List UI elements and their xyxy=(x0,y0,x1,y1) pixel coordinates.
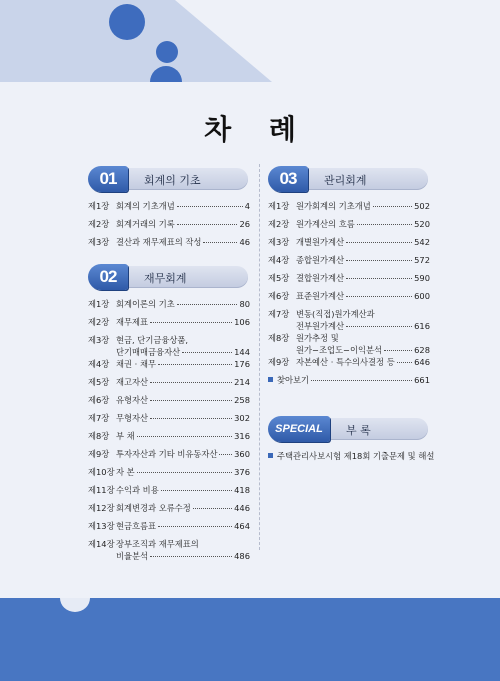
toc-entry[interactable] xyxy=(88,520,250,538)
toc-chapter-number: 제3장 xyxy=(88,335,110,345)
toc-index-entry[interactable] xyxy=(268,374,430,392)
toc-entry-page: 4 xyxy=(244,201,250,211)
toc-entry-page: 376 xyxy=(234,467,250,477)
section-header-01 xyxy=(88,164,250,194)
toc-entry-page: 214 xyxy=(234,377,250,387)
toc-entry[interactable] xyxy=(88,430,250,448)
section-header-03 xyxy=(268,164,430,194)
toc-entry-page: 176 xyxy=(234,359,250,369)
page-title: 차 례 xyxy=(204,113,310,146)
toc-entry[interactable] xyxy=(268,356,430,374)
toc-entry-page: 360 xyxy=(234,449,250,459)
toc-entry[interactable] xyxy=(88,334,250,358)
section-name: 부 록 xyxy=(346,424,371,437)
leader-dots xyxy=(384,350,412,351)
toc-chapter-number: 제6장 xyxy=(88,395,110,405)
toc-entry[interactable] xyxy=(88,236,250,254)
toc-entry[interactable] xyxy=(88,218,250,236)
section-name: 재무회계 xyxy=(144,272,187,285)
toc-chapter-number: 제1장 xyxy=(268,201,290,211)
square-bullet-icon xyxy=(268,453,273,458)
section-badge: 03 xyxy=(268,166,308,192)
toc-entry-page: 464 xyxy=(234,521,250,531)
section-header-02 xyxy=(88,262,250,292)
toc-entry[interactable] xyxy=(88,394,250,412)
leader-dots xyxy=(219,454,232,455)
toc-entry-title: 무형자산 xyxy=(116,413,149,423)
toc-entry[interactable] xyxy=(88,502,250,520)
toc-entry-title: 장부조직과 재무제표의 xyxy=(116,539,199,549)
section-header-special xyxy=(268,414,430,444)
section-name: 관리회계 xyxy=(324,174,367,187)
toc-special-entry[interactable] xyxy=(268,450,435,468)
toc-right-column xyxy=(268,164,435,468)
toc-entry-title: 결산과 재무제표의 작성 xyxy=(116,237,202,247)
leader-dots xyxy=(150,556,232,557)
toc-chapter-number: 제11장 xyxy=(88,485,115,495)
square-bullet-icon xyxy=(268,377,273,382)
toc-entry[interactable] xyxy=(268,254,430,272)
toc-entry-page: 418 xyxy=(234,485,250,495)
toc-entry-page: 302 xyxy=(234,413,250,423)
toc-entry-title-continued: 원가−조업도−이익분석 xyxy=(296,345,383,355)
toc-entry-title: 회계이론의 기초 xyxy=(116,299,175,309)
toc-entry[interactable] xyxy=(268,272,430,290)
toc-entry-page: 486 xyxy=(234,551,250,561)
toc-entry[interactable] xyxy=(88,358,250,376)
toc-entry-title-continued: 단기매매금융자산 xyxy=(116,347,181,357)
leader-dots xyxy=(177,206,243,207)
toc-left-column xyxy=(88,164,250,562)
top-circle-large xyxy=(109,4,145,40)
leader-dots xyxy=(346,260,412,261)
leader-dots xyxy=(150,418,232,419)
toc-entry-title: 회계거래의 기록 xyxy=(116,219,175,229)
toc-entry-title: 종합원가계산 xyxy=(296,255,345,265)
toc-chapter-number: 제4장 xyxy=(268,255,290,265)
leader-dots xyxy=(158,526,232,527)
leader-dots xyxy=(357,224,412,225)
top-decoration xyxy=(0,0,500,90)
leader-dots xyxy=(150,322,232,323)
toc-entry-title: 표준원가계산 xyxy=(296,291,345,301)
toc-entry-page: 628 xyxy=(414,345,430,355)
toc-entry[interactable] xyxy=(88,448,250,466)
toc-entry-page: 26 xyxy=(239,219,250,229)
toc-entry[interactable] xyxy=(268,290,430,308)
toc-entry-title: 회계의 기초개념 xyxy=(116,201,175,211)
leader-dots xyxy=(158,364,232,365)
toc-entry-page: 661 xyxy=(414,375,430,385)
leader-dots xyxy=(150,400,232,401)
toc-chapter-number: 제5장 xyxy=(268,273,290,283)
toc-entry-page: 542 xyxy=(414,237,430,247)
toc-list-section-02 xyxy=(88,298,250,562)
leader-dots xyxy=(177,304,238,305)
leader-dots xyxy=(346,278,412,279)
toc-entry-page: 316 xyxy=(234,431,250,441)
leader-dots xyxy=(346,296,412,297)
column-divider xyxy=(259,164,260,550)
section-badge: SPECIAL xyxy=(268,416,330,442)
toc-entry-page: 502 xyxy=(414,201,430,211)
toc-entry-title: 유형자산 xyxy=(116,395,149,405)
toc-entry-page: 144 xyxy=(234,347,250,357)
toc-chapter-number: 제2장 xyxy=(88,317,110,327)
toc-entry[interactable] xyxy=(268,200,430,218)
toc-entry-page: 616 xyxy=(414,321,430,331)
toc-entry-title: 원가계산의 흐름 xyxy=(296,219,355,229)
toc-entry-title: 원가회계의 기초개념 xyxy=(296,201,371,211)
toc-chapter-number: 제1장 xyxy=(88,299,110,309)
toc-list-section-03 xyxy=(268,200,430,374)
toc-entry-title: 수익과 비용 xyxy=(116,485,159,495)
toc-entry-page: 520 xyxy=(414,219,430,229)
toc-entry-title: 재무제표 xyxy=(116,317,149,327)
leader-dots xyxy=(137,472,232,473)
leader-dots xyxy=(311,380,412,381)
leader-dots xyxy=(346,242,412,243)
toc-chapter-number: 제7장 xyxy=(88,413,110,423)
toc-entry-page: 446 xyxy=(234,503,250,513)
toc-entry[interactable] xyxy=(88,316,250,334)
toc-chapter-number: 제2장 xyxy=(268,219,290,229)
leader-dots xyxy=(203,242,237,243)
toc-chapter-number: 제5장 xyxy=(88,377,110,387)
toc-entry-title: 개별원가계산 xyxy=(296,237,345,247)
toc-entry[interactable] xyxy=(88,200,250,218)
toc-entry[interactable] xyxy=(88,412,250,430)
toc-entry-page: 572 xyxy=(414,255,430,265)
toc-entry[interactable] xyxy=(268,332,430,356)
leader-dots xyxy=(193,508,232,509)
toc-chapter-number: 제3장 xyxy=(88,237,110,247)
toc-chapter-number: 제2장 xyxy=(88,219,110,229)
toc-entry-page: 646 xyxy=(414,357,430,367)
bottom-half-circle xyxy=(60,598,90,612)
toc-chapter-number: 제9장 xyxy=(268,357,290,367)
toc-entry-title-continued: 비율분석 xyxy=(116,551,149,561)
toc-chapter-number: 제8장 xyxy=(88,431,110,441)
toc-chapter-number: 제7장 xyxy=(268,309,290,319)
toc-chapter-number: 제1장 xyxy=(88,201,110,211)
toc-entry-title: 현금, 단기금융상품, xyxy=(116,335,189,345)
toc-list-section-01 xyxy=(88,200,250,254)
leader-dots xyxy=(182,352,232,353)
leader-dots xyxy=(177,224,238,225)
toc-entry-title: 결합원가계산 xyxy=(296,273,345,283)
leader-dots xyxy=(373,206,412,207)
leader-dots xyxy=(346,326,412,327)
toc-entry-title: 부 채 xyxy=(116,431,135,441)
leader-dots xyxy=(150,382,232,383)
toc-entry-title: 자 본 xyxy=(116,467,135,477)
toc-chapter-number: 제13장 xyxy=(88,521,115,531)
toc-entry-title: 회계변경과 오류수정 xyxy=(116,503,191,513)
toc-entry[interactable] xyxy=(88,298,250,316)
toc-chapter-number: 제9장 xyxy=(88,449,110,459)
leader-dots xyxy=(397,362,412,363)
toc-entry-title: 변동(직접)원가계산과 xyxy=(296,309,375,319)
section-badge: 01 xyxy=(88,166,128,192)
toc-entry[interactable] xyxy=(88,484,250,502)
leader-dots xyxy=(137,436,232,437)
toc-entry-title: 채권 · 채무 xyxy=(116,359,156,369)
toc-entry-title: 현금흐름표 xyxy=(116,521,157,531)
toc-entry[interactable] xyxy=(268,308,430,332)
toc-entry-title: 재고자산 xyxy=(116,377,149,387)
toc-entry-title: 주택관리사보시험 제18회 기출문제 및 해설 xyxy=(277,451,435,461)
toc-entry-title: 투자자산과 기타 비유동자산 xyxy=(116,449,218,459)
toc-chapter-number: 제3장 xyxy=(268,237,290,247)
toc-entry-title: 원가추정 및 xyxy=(296,333,339,343)
toc-chapter-number: 제4장 xyxy=(88,359,110,369)
toc-entry-page: 258 xyxy=(234,395,250,405)
toc-chapter-number: 제12장 xyxy=(88,503,115,513)
toc-entry-page: 600 xyxy=(414,291,430,301)
toc-chapter-number: 제14장 xyxy=(88,539,115,549)
toc-chapter-number: 제10장 xyxy=(88,467,115,477)
toc-entry-page: 590 xyxy=(414,273,430,283)
toc-entry-title: 자본예산 · 특수의사결정 등 xyxy=(296,357,395,367)
leader-dots xyxy=(161,490,232,491)
toc-entry-page: 106 xyxy=(234,317,250,327)
toc-entry[interactable] xyxy=(268,236,430,254)
toc-entry-title: 찾아보기 xyxy=(277,375,310,385)
section-name: 회계의 기초 xyxy=(144,174,201,187)
toc-entry[interactable] xyxy=(268,218,430,236)
section-badge: 02 xyxy=(88,264,128,290)
toc-entry[interactable] xyxy=(88,538,250,562)
top-circle-small xyxy=(156,41,178,63)
toc-chapter-number: 제6장 xyxy=(268,291,290,301)
toc-entry-page: 46 xyxy=(239,237,250,247)
toc-entry-title-continued: 전부원가계산 xyxy=(296,321,345,331)
toc-entry[interactable] xyxy=(88,376,250,394)
toc-entry-page: 80 xyxy=(239,299,250,309)
toc-chapter-number: 제8장 xyxy=(268,333,290,343)
toc-entry[interactable] xyxy=(88,466,250,484)
